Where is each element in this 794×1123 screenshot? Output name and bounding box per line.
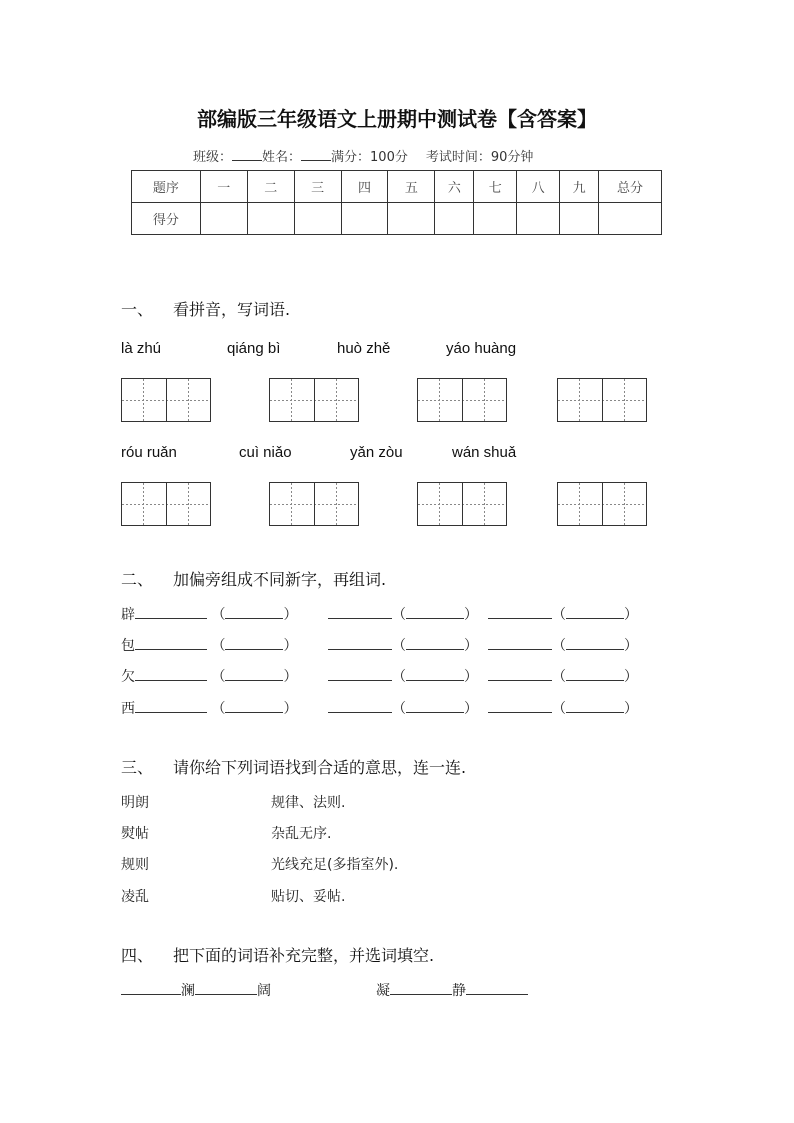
- new-char-blank[interactable]: [328, 635, 392, 650]
- score-cell[interactable]: [474, 203, 517, 235]
- word-blank[interactable]: [406, 604, 464, 619]
- section-2-heading: [121, 567, 386, 590]
- radical-row: （ ）: [488, 635, 638, 655]
- radical-row: （ ）: [488, 666, 638, 686]
- section-number: 一、: [121, 300, 154, 319]
- score-cell[interactable]: [599, 203, 662, 235]
- table-header-cell: 三: [294, 171, 341, 203]
- word-blank[interactable]: [225, 666, 283, 681]
- word-blank[interactable]: [406, 698, 464, 713]
- pinyin-item: cuì niǎo: [239, 444, 292, 461]
- idiom-blank[interactable]: [390, 980, 452, 995]
- score-cell[interactable]: [560, 203, 599, 235]
- match-meaning[interactable]: 贴切、妥帖.: [271, 889, 346, 905]
- score-table-header-row: [132, 171, 662, 203]
- new-char-blank[interactable]: [135, 698, 207, 713]
- score-cell[interactable]: [341, 203, 388, 235]
- radical-row: 辟 （ ）: [121, 604, 297, 624]
- new-char-blank[interactable]: [328, 666, 392, 681]
- score-cell[interactable]: [435, 203, 474, 235]
- word-blank[interactable]: [566, 698, 624, 713]
- writing-grid[interactable]: [121, 378, 211, 422]
- word-blank[interactable]: [406, 666, 464, 681]
- new-char-blank[interactable]: [135, 666, 207, 681]
- table-header-cell: 四: [341, 171, 388, 203]
- new-char-blank[interactable]: [135, 635, 207, 650]
- new-char-blank[interactable]: [488, 666, 552, 681]
- idiom-blank[interactable]: [466, 980, 528, 995]
- radical-row: （ ）: [328, 666, 478, 686]
- table-header-cell: 七: [474, 171, 517, 203]
- idiom-blank[interactable]: [121, 980, 181, 995]
- word-blank[interactable]: [566, 666, 624, 681]
- page-title: 部编版三年级语文上册期中测试卷【含答案】: [197, 107, 597, 131]
- base-char: 辟: [121, 607, 135, 623]
- new-char-blank[interactable]: [328, 698, 392, 713]
- table-header-cell: 一: [200, 171, 247, 203]
- idiom-fill-1: [121, 980, 271, 1000]
- pinyin-item: róu ruǎn: [121, 444, 177, 461]
- idiom-char: 静: [452, 983, 466, 999]
- new-char-blank[interactable]: [135, 604, 207, 619]
- score-table-score-row: [132, 203, 662, 235]
- radical-row: （ ）: [328, 698, 478, 718]
- match-meaning[interactable]: 杂乱无序.: [271, 826, 332, 842]
- radical-row: （ ）: [488, 604, 638, 624]
- table-header-cell: 六: [435, 171, 474, 203]
- radical-row: （ ）: [328, 604, 478, 624]
- table-header-cell: 二: [247, 171, 294, 203]
- pinyin-item: là zhú: [121, 340, 162, 357]
- section-title: 把下面的词语补充完整，并选词填空.: [173, 946, 435, 965]
- radical-row: （ ）: [328, 635, 478, 655]
- score-cell[interactable]: [200, 203, 247, 235]
- word-blank[interactable]: [566, 635, 624, 650]
- section-number: 二、: [121, 570, 154, 589]
- writing-grid[interactable]: [269, 482, 359, 526]
- match-word[interactable]: 明朗: [121, 795, 149, 811]
- new-char-blank[interactable]: [488, 604, 552, 619]
- word-blank[interactable]: [406, 635, 464, 650]
- pinyin-item: yǎn zòu: [350, 444, 403, 461]
- pinyin-item: yáo huàng: [446, 340, 517, 357]
- section-number: 四、: [121, 946, 154, 965]
- new-char-blank[interactable]: [488, 698, 552, 713]
- section-title: 加偏旁组成不同新字，再组词.: [173, 570, 387, 589]
- idiom-blank[interactable]: [195, 980, 257, 995]
- idiom-char: 阔: [257, 983, 271, 999]
- word-blank[interactable]: [225, 604, 283, 619]
- pinyin-item: qiáng bì: [227, 340, 281, 357]
- name-blank[interactable]: [301, 148, 331, 161]
- radical-row: 西 （ ）: [121, 698, 297, 718]
- section-4-heading: [121, 943, 434, 966]
- writing-grid[interactable]: [557, 378, 647, 422]
- section-1-heading: [121, 297, 290, 320]
- idiom-char: 凝: [376, 983, 390, 999]
- radical-row: 包 （ ）: [121, 635, 297, 655]
- word-blank[interactable]: [566, 604, 624, 619]
- class-label: 班级：: [193, 150, 233, 165]
- radical-row: 欠 （ ）: [121, 666, 297, 686]
- score-cell[interactable]: [517, 203, 560, 235]
- score-cell[interactable]: [388, 203, 435, 235]
- match-word[interactable]: 规则: [121, 857, 149, 873]
- section-3-heading: [121, 755, 466, 778]
- writing-grid[interactable]: [557, 482, 647, 526]
- table-header-cell: 九: [560, 171, 599, 203]
- base-char: 欠: [121, 669, 135, 685]
- score-cell[interactable]: [247, 203, 294, 235]
- score-cell[interactable]: [294, 203, 341, 235]
- idiom-char: 澜: [181, 983, 195, 999]
- exam-info: [193, 146, 533, 165]
- name-label: 姓名：: [262, 150, 302, 165]
- radical-row: （ ）: [488, 698, 638, 718]
- writing-grid[interactable]: [417, 482, 507, 526]
- match-word[interactable]: 凌乱: [121, 889, 149, 905]
- score-label: 满分：100分: [331, 150, 408, 165]
- match-meaning[interactable]: 光线充足(多指室外).: [271, 857, 399, 873]
- time-label: 考试时间：90分钟: [425, 150, 534, 165]
- score-row-label: 得分: [132, 203, 201, 235]
- writing-grid[interactable]: [121, 482, 211, 526]
- new-char-blank[interactable]: [328, 604, 392, 619]
- idiom-fill-2: [376, 980, 528, 1000]
- pinyin-item: wán shuǎ: [452, 444, 517, 461]
- table-header-cell: 题序: [132, 171, 201, 203]
- base-char: 西: [121, 701, 135, 717]
- section-title: 看拼音，写词语.: [173, 300, 291, 319]
- table-header-cell: 总分: [599, 171, 662, 203]
- new-char-blank[interactable]: [488, 635, 552, 650]
- section-number: 三、: [121, 758, 154, 777]
- writing-grid[interactable]: [417, 378, 507, 422]
- class-blank[interactable]: [232, 148, 262, 161]
- writing-grid[interactable]: [269, 378, 359, 422]
- word-blank[interactable]: [225, 635, 283, 650]
- word-blank[interactable]: [225, 698, 283, 713]
- pinyin-item: huò zhě: [337, 340, 391, 357]
- table-header-cell: 五: [388, 171, 435, 203]
- match-meaning[interactable]: 规律、法则.: [271, 795, 346, 811]
- base-char: 包: [121, 638, 135, 654]
- match-word[interactable]: 熨帖: [121, 826, 149, 842]
- section-title: 请你给下列词语找到合适的意思，连一连.: [173, 758, 467, 777]
- score-table: [131, 170, 662, 235]
- table-header-cell: 八: [517, 171, 560, 203]
